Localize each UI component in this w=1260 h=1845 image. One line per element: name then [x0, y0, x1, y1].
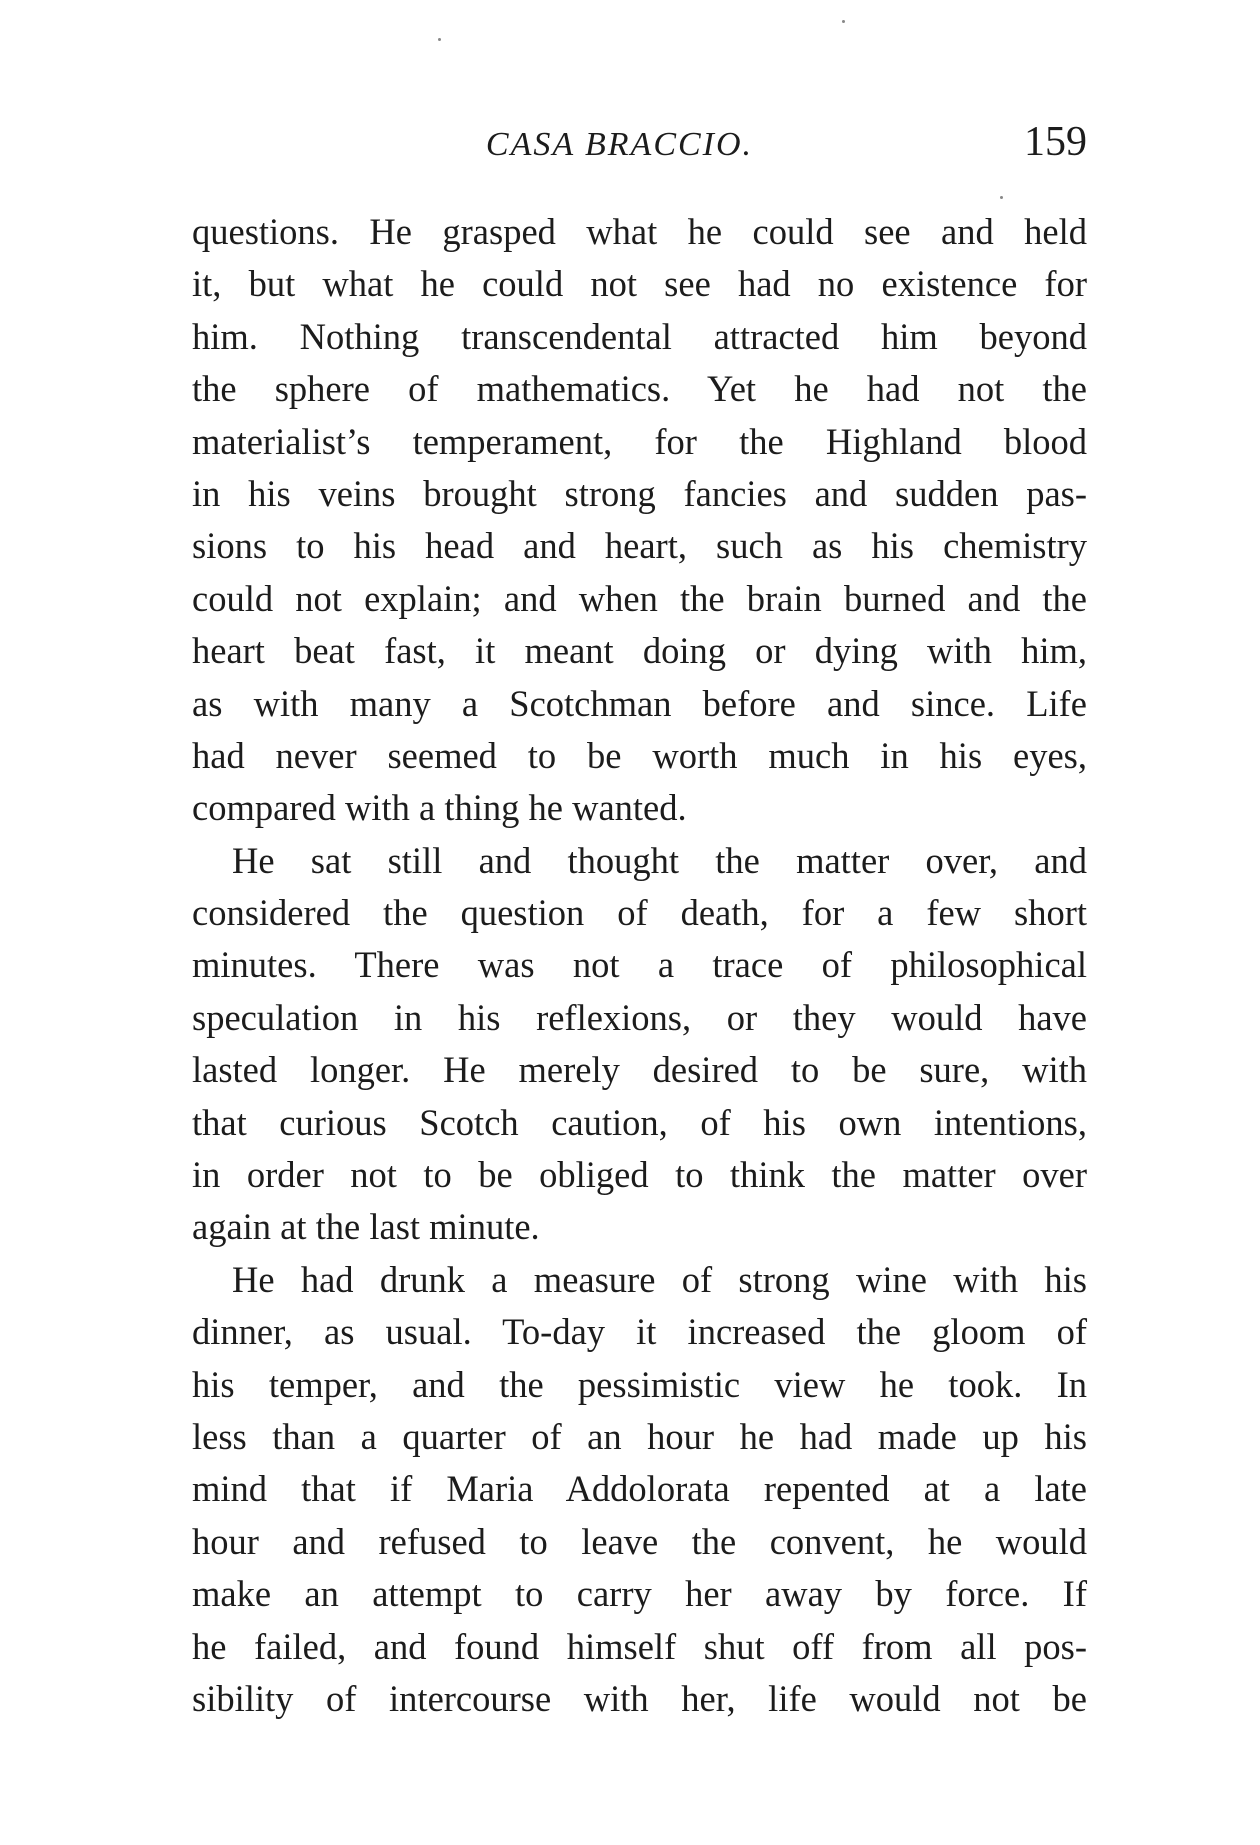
scan-speck [438, 38, 441, 41]
text-line: that curious Scotch caution, of his own intentions, [192, 1101, 1087, 1143]
text-line: in his veins brought strong fancies and sudden pas- [192, 472, 1087, 514]
text-line: sibility of intercourse with her, life would not be [192, 1677, 1087, 1719]
paragraph [192, 835, 1087, 1254]
text-line: make an attempt to carry her away by force. If [192, 1573, 1087, 1615]
text-line: He sat still and thought the matter over, and [232, 839, 1087, 881]
scan-speck [1000, 196, 1003, 199]
text-line: the sphere of mathematics. Yet he had not the [192, 368, 1087, 410]
text-line: dinner, as usual. To-day it increased the gloom of [192, 1311, 1087, 1353]
text-line: could not explain; and when the brain burned and the [192, 577, 1087, 619]
text-line: him. Nothing transcendental attracted him beyond [192, 315, 1087, 357]
text-line: he failed, and found himself shut off from all pos- [192, 1625, 1087, 1667]
text-line: hour and refused to leave the convent, he would [192, 1520, 1087, 1562]
text-line: materialist’s temperament, for the Highland blood [192, 420, 1087, 462]
text-line: compared with a thing he wanted. [192, 787, 687, 829]
text-line: in order not to be obliged to think the matter over [192, 1154, 1087, 1196]
page-number: 159 [1024, 119, 1087, 165]
text-line: minutes. There was not a trace of philosophical [192, 944, 1087, 986]
text-line: again at the last minute. [192, 1206, 540, 1248]
text-line: it, but what he could not see had no existence for [192, 263, 1087, 305]
paragraph [192, 206, 1087, 835]
text-line: as with many a Scotchman before and since. Life [192, 682, 1087, 724]
text-line: questions. He grasped what he could see and held [192, 211, 1087, 252]
body-text [192, 206, 1087, 1725]
text-line: heart beat fast, it meant doing or dying with him, [192, 630, 1087, 672]
text-line: mind that if Maria Addolorata repented at a late [192, 1468, 1087, 1510]
text-line: considered the question of death, for a few short [192, 892, 1087, 934]
scan-speck [842, 20, 845, 23]
text-line: He had drunk a measure of strong wine with his [232, 1258, 1087, 1300]
paragraph [192, 1254, 1087, 1726]
text-line: lasted longer. He merely desired to be sure, with [192, 1049, 1087, 1091]
running-title: CASA BRACCIO. [485, 126, 754, 163]
text-line: sions to his head and heart, such as his chemistry [192, 525, 1087, 567]
text-line: less than a quarter of an hour he had made up his [192, 1415, 1087, 1457]
text-line: his temper, and the pessimistic view he took. In [192, 1363, 1087, 1405]
text-line: speculation in his reflexions, or they would have [192, 996, 1087, 1038]
running-head [192, 118, 1087, 174]
text-line: had never seemed to be worth much in his eyes, [192, 734, 1087, 776]
